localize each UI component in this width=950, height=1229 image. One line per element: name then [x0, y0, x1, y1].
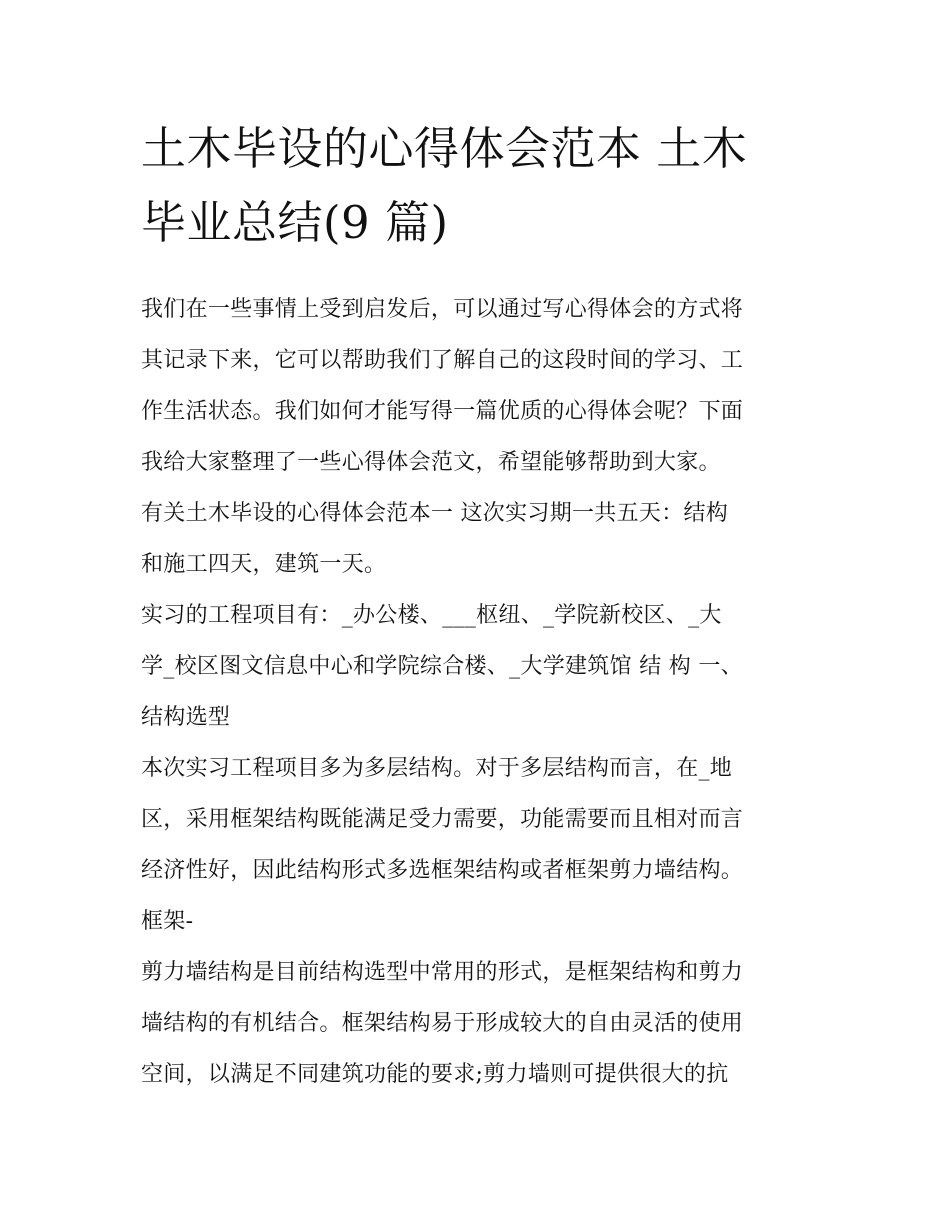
- text-line: 作生活状态。我们如何才能写得一篇优质的心得体会呢？下面: [141, 399, 744, 424]
- text-line: 墙结构的有机结合。框架结构易于形成较大的自由灵活的使用: [141, 1011, 744, 1036]
- text-line: 和施工四天，建筑一天。: [141, 552, 387, 577]
- document-title: [141, 112, 813, 260]
- paragraph-intro: [141, 284, 813, 488]
- text-line: 经济性好，因此结构形式多选框架结构或者框架剪力墙结构。: [141, 858, 744, 883]
- text-line: 本次实习工程项目多为多层结构。对于多层结构而言，在_地: [141, 756, 733, 781]
- text-line: 框架-: [141, 909, 194, 934]
- document-content: [141, 112, 813, 1100]
- paragraph-section-one: [141, 488, 813, 590]
- text-line: 有关土木毕设的心得体会范本一 这次实习期一共五天：结构: [141, 501, 729, 526]
- text-line: 学_校区图文信息中心和学院综合楼、_大学建筑馆 结 构 一、: [141, 654, 743, 679]
- text-line: 我给大家整理了一些心得体会范文，希望能够帮助到大家。: [141, 450, 721, 475]
- paragraph-projects: [141, 590, 813, 743]
- title-line: 毕业总结(9 篇): [141, 196, 449, 249]
- text-line: 其记录下来，它可以帮助我们了解自己的这段时间的学习、工: [141, 348, 744, 373]
- text-line: 结构选型: [141, 705, 231, 730]
- paragraph-structure: [141, 743, 813, 947]
- text-line: 区，采用框架结构既能满足受力需要，功能需要而且相对而言: [141, 807, 744, 832]
- title-line: 土木毕设的心得体会范本 土木: [141, 122, 748, 175]
- text-line: 空间，以满足不同建筑功能的要求;剪力墙则可提供很大的抗: [141, 1062, 729, 1087]
- text-line: 剪力墙结构是目前结构选型中常用的形式，是框架结构和剪力: [141, 960, 744, 985]
- text-line: 我们在一些事情上受到启发后，可以通过写心得体会的方式将: [141, 297, 744, 322]
- text-line: 实习的工程项目有：_办公楼、___枢纽、_学院新校区、_大: [141, 603, 722, 628]
- paragraph-shear-wall: [141, 947, 813, 1100]
- document-body: [141, 284, 813, 1100]
